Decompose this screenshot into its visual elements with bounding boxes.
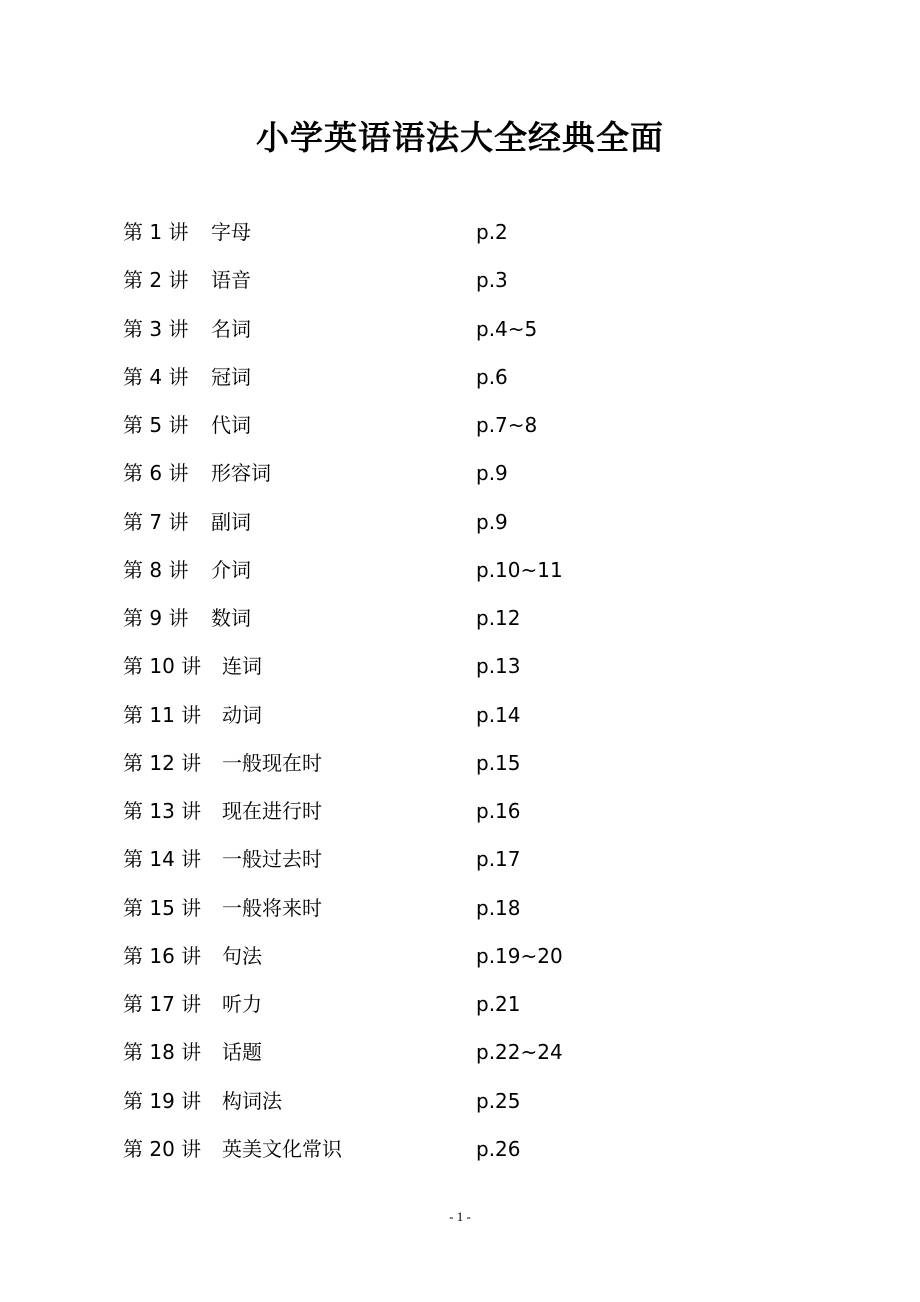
toc-topic: 代词 xyxy=(211,413,251,437)
toc-row xyxy=(0,893,920,923)
toc-topic: 形容词 xyxy=(211,461,271,486)
toc-lecture-number: 第 6 讲 xyxy=(123,461,189,486)
toc-lecture-number: 第 13 讲 xyxy=(123,799,202,823)
toc-lecture-number: 第 14 讲 xyxy=(123,847,202,872)
toc-topic: 动词 xyxy=(222,702,262,727)
toc-page-ref: p.15 xyxy=(476,750,521,775)
toc-row xyxy=(0,217,920,247)
toc-lecture-number: 第 20 讲 xyxy=(123,1136,202,1161)
toc-topic: 冠词 xyxy=(211,364,251,389)
toc-page-ref: p.13 xyxy=(476,654,521,679)
toc-page-ref: p.12 xyxy=(476,606,521,630)
toc-page-ref: p.16 xyxy=(476,799,521,823)
toc-row xyxy=(0,603,920,633)
toc-page-ref: p.14 xyxy=(476,702,521,727)
toc-page-ref: p.9 xyxy=(476,461,508,486)
toc-row xyxy=(0,748,920,778)
toc-lecture-number: 第 5 讲 xyxy=(123,413,189,437)
toc-page-ref: p.2 xyxy=(476,220,508,244)
toc-lecture-number: 第 11 讲 xyxy=(123,702,202,727)
toc-topic: 语音 xyxy=(211,268,251,293)
toc-lecture-number: 第 16 讲 xyxy=(123,943,202,968)
toc-lecture-number: 第 2 讲 xyxy=(123,268,189,293)
toc-page-ref: p.21 xyxy=(476,992,521,1016)
toc-row xyxy=(0,362,920,392)
toc-page-ref: p.10~11 xyxy=(476,557,563,582)
toc-row xyxy=(0,1134,920,1164)
toc-row xyxy=(0,314,920,344)
toc-page-ref: p.7~8 xyxy=(476,413,538,437)
page-number: - 1 - xyxy=(449,1209,471,1224)
toc-lecture-number: 第 15 讲 xyxy=(123,895,202,920)
toc-lecture-number: 第 18 讲 xyxy=(123,1040,202,1065)
toc-page-ref: p.22~24 xyxy=(476,1040,563,1065)
toc-topic: 现在进行时 xyxy=(222,799,322,823)
toc-lecture-number: 第 3 讲 xyxy=(123,316,189,341)
toc-topic: 构词法 xyxy=(222,1088,282,1113)
toc-row xyxy=(0,941,920,971)
toc-topic: 连词 xyxy=(222,654,262,679)
toc-row xyxy=(0,844,920,874)
toc-topic: 一般将来时 xyxy=(222,895,322,920)
toc-page-ref: p.9 xyxy=(476,509,508,534)
toc-row xyxy=(0,507,920,537)
toc-page-ref: p.18 xyxy=(476,895,521,920)
toc-topic: 听力 xyxy=(222,992,262,1016)
toc-row xyxy=(0,458,920,488)
toc-page-ref: p.19~20 xyxy=(476,943,563,968)
toc-page-ref: p.6 xyxy=(476,364,508,389)
toc-row xyxy=(0,1037,920,1067)
toc-row xyxy=(0,989,920,1019)
toc-row xyxy=(0,700,920,730)
toc-row xyxy=(0,796,920,826)
toc-lecture-number: 第 7 讲 xyxy=(123,509,189,534)
toc-topic: 字母 xyxy=(211,220,251,244)
toc-topic: 一般现在时 xyxy=(222,750,322,775)
toc-lecture-number: 第 1 讲 xyxy=(123,220,189,244)
toc-topic: 一般过去时 xyxy=(222,847,322,872)
toc-page-ref: p.4~5 xyxy=(476,316,538,341)
toc-lecture-number: 第 19 讲 xyxy=(123,1088,202,1113)
toc-topic: 名词 xyxy=(211,316,251,341)
toc-topic: 数词 xyxy=(211,606,251,630)
toc-row xyxy=(0,410,920,440)
toc-row xyxy=(0,651,920,681)
toc-page-ref: p.3 xyxy=(476,268,508,293)
toc-row xyxy=(0,1086,920,1116)
toc-topic: 话题 xyxy=(222,1040,262,1065)
toc-page-ref: p.25 xyxy=(476,1088,521,1113)
toc-page-ref: p.17 xyxy=(476,847,521,872)
toc-lecture-number: 第 9 讲 xyxy=(123,606,189,630)
toc-row xyxy=(0,265,920,295)
toc-lecture-number: 第 8 讲 xyxy=(123,557,189,582)
toc-row xyxy=(0,555,920,585)
toc-lecture-number: 第 10 讲 xyxy=(123,654,202,679)
document-title: 小学英语语法大全经典全面 xyxy=(256,118,664,157)
toc-topic: 英美文化常识 xyxy=(222,1136,342,1161)
toc-page-ref: p.26 xyxy=(476,1136,521,1161)
toc-lecture-number: 第 4 讲 xyxy=(123,364,189,389)
toc-topic: 副词 xyxy=(211,509,251,534)
toc-lecture-number: 第 12 讲 xyxy=(123,750,202,775)
toc-topic: 介词 xyxy=(211,557,251,582)
toc-topic: 句法 xyxy=(222,943,262,968)
toc-lecture-number: 第 17 讲 xyxy=(123,992,202,1016)
